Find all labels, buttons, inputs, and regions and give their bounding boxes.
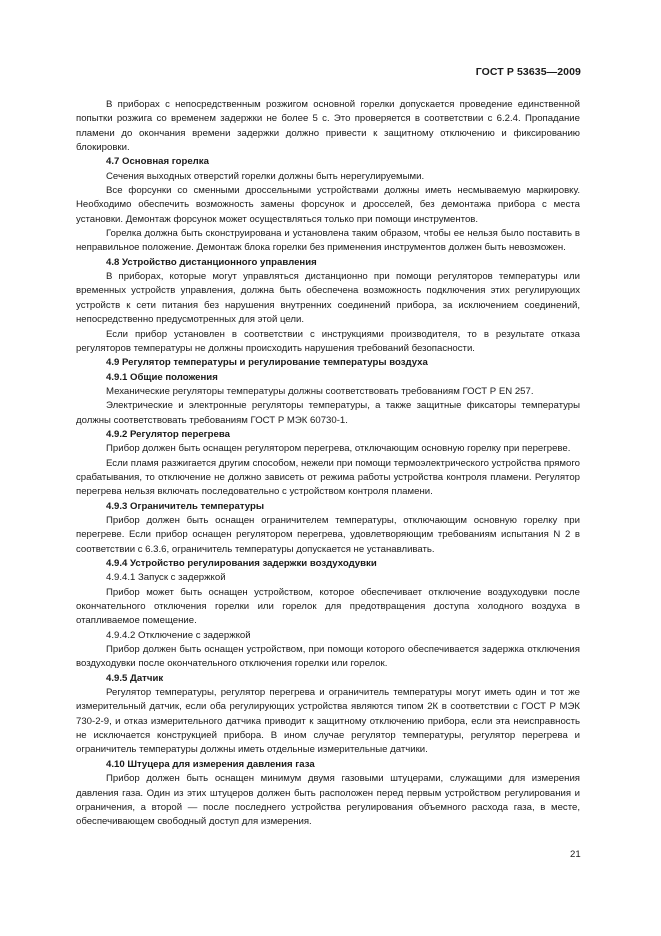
- section-heading: 4.10 Штуцера для измерения давления газа: [106, 758, 315, 770]
- paragraph: Прибор должен быть оснащен ограничителем температуры, отключающим основную горелку при перегреве. Если прибор оснащен регулятором перегрева, удовлетворяющим требованиям испытания N 2 в соответствии с 6.3.6, ограничитель температуры допускается не устанавливать.: [76, 514, 580, 555]
- paragraph: Прибор может быть оснащен устройством, которое обеспечивает отключение воздуходувки после окончательного отключения горелки или горелок для предотвращения доступа холодного воздуха в отапливаемое помещение.: [76, 586, 580, 627]
- paragraph: Все форсунки со сменными дроссельными устройствами должны иметь несмываемую маркировку. Необходимо обеспечить возможность замены форсунок и дросселей, без демонтажа прибора с места установки. Демонтаж форсунок может осуществляться только при помощи инструментов.: [76, 185, 580, 225]
- section-heading: 4.9.2 Регулятор перегрева: [106, 428, 230, 440]
- section-heading: 4.9 Регулятор температуры и регулирование температуры воздуха: [106, 357, 428, 369]
- subsection-heading: 4.9.4.1 Запуск с задержкой: [106, 572, 226, 584]
- paragraph: Если прибор установлен в соответствии с инструкциями производителя, то в результате отказа регуляторов температуры не должны происходить нарушения требований безопасности.: [76, 328, 580, 354]
- paragraph: В приборах, которые могут управляться дистанционно при помощи регуляторов температуры или временных устройств управления, должна быть обеспечена возможность подключения этих регулирующих устройств к сети питания без нарушения внутренних соединений прибора, за исключением соединений, непосредственно предусмотренных для этой цели.: [76, 271, 580, 326]
- paragraph: Механические регуляторы температуры должны соответствовать требованиям ГОСТ Р EN 257.: [106, 385, 534, 397]
- paragraph: Горелка должна быть сконструирована и установлена таким образом, чтобы ее нельзя было поставить в неправильное положение. Демонтаж блока горелки без применения инструментов должен быть невозможен.: [76, 228, 580, 254]
- paragraph: Прибор должен быть оснащен устройством, при помощи которого обеспечивается задержка отключения воздуходувки после окончательного отключения горелки или горелок.: [76, 644, 580, 670]
- paragraph: Электрические и электронные регуляторы температуры, а также защитные фиксаторы температуры должны соответствовать требованиям ГОСТ Р МЭК 60730-1.: [76, 400, 580, 426]
- paragraph: Прибор должен быть оснащен регулятором перегрева, отключающим основную горелку при перегреве.: [106, 443, 571, 455]
- section-heading: 4.8 Устройство дистанционного управления: [106, 256, 317, 268]
- paragraph: Прибор должен быть оснащен минимум двумя газовыми штуцерами, служащими для измерения давления газа. Один из этих штуцеров должен быть расположен перед первым устройством регулирования и ограничения, а второй — после последнего устройства регулирования объемного расхода газа, в месте, обеспечивающем свободный доступ для измерения.: [76, 773, 580, 828]
- section-heading: 4.9.4 Устройство регулирования задержки воздуходувки: [106, 558, 377, 569]
- paragraph: Регулятор температуры, регулятор перегрева и ограничитель температуры могут иметь один и тот же измерительный датчик, если оба регулирующих устройства являются типом 2К в соответствии с ГОСТ Р МЭК 730-2-9, и отказ измерительного датчика приводит к защитному отключению прибора, если эта неисправность не исключается конструкцией прибора. В ином случае регулятор температуры, регулятор перегрева и ограничитель температуры должны иметь отдельные измерительные датчики.: [76, 687, 580, 756]
- section-heading: 4.9.5 Датчик: [106, 672, 164, 684]
- paragraph: В приборах с непосредственным розжигом основной горелки допускается проведение единственной попытки розжига со временем задержки не более 5 с. Это проверяется в соответствии с 6.2.4. Пропадание пламени до окончания времени задержки должно привести к защитному отключению и фиксированию блокировки.: [76, 99, 580, 154]
- page-number: 21: [570, 849, 581, 860]
- section-heading: 4.7 Основная горелка: [106, 156, 209, 168]
- section-heading: 4.9.3 Ограничитель температуры: [106, 500, 265, 512]
- paragraph: Сечения выходных отверстий горелки должны быть нерегулируемыми.: [106, 170, 425, 182]
- document-id: ГОСТ Р 53635—2009: [475, 66, 581, 78]
- document-body: [76, 98, 580, 830]
- subsection-heading: 4.9.4.2 Отключение с задержкой: [106, 629, 251, 641]
- section-heading: 4.9.1 Общие положения: [106, 371, 218, 383]
- paragraph: Если пламя разжигается другим способом, нежели при помощи термоэлектрического устройства прямого срабатывания, то отключение не должно зависеть от режима работы устройства контроля пламени. Регулятор перегрева нельзя включать последовательно с устройством контроля пламени.: [76, 457, 580, 498]
